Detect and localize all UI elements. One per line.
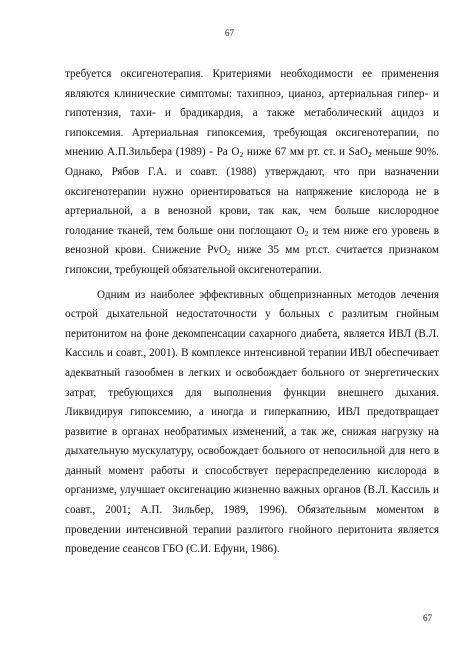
subscript: 2	[367, 150, 372, 160]
paragraph-oxygen-therapy-criteria	[65, 65, 439, 281]
page-number-top: 67	[225, 28, 234, 38]
paragraph-text: ниже 35 мм рт.ст. считается признаком гипоксии, требующей обязательной оксигенотерапии.	[65, 244, 439, 276]
paragraph-text: меньше 90%. Однако, Рябов Г.А. и соавт. (1988) утверждают, что при назначении оксигенотерапии нужно ориентироваться на напряжение кислорода не в артериальной, а в венозной крови, так как, чем больше кислородное голодание тканей, тем больше они поглощают O	[65, 146, 439, 237]
paragraph-mechanical-ventilation: Одним из наиболее эффективных общепризнанных методов лечения острой дыхательной недостаточности у больных с разлитым гнойным перитонитом на фоне декомпенсации сахарного диабета, является ИВЛ (В.Л. Кассиль и соавт., 2001). В комплексе интенсивной терапии ИВЛ обеспечивает адекватный газообмен в легких и освобождает больного от энергетических затрат, требующихся для выполнения функции внешнего дыхания. Ликвидируя гипоксемию, а иногда и гиперкапнию, ИВЛ предотвращает развитие в органах необратимых изменений, а так же, снижая нагрузку на дыхательную мускулатуру, освобождает больного от непосильной для него в данный момент работы и способствует перераспределению кислорода в организме, улучшает оксигенацию жизненно важных органов (В.Л. Кассиль и соавт., 2001; А.П. Зильбер, 1989, 1996). Обязательным моментом в проведении интенсивной терапии разлитого гнойного перитонита является проведение сеансов ГБО (С.И. Ефуни, 1986).	[65, 288, 439, 556]
subscript: 2	[304, 228, 309, 238]
subscript: 2	[239, 150, 244, 160]
paragraph-text: требуется оксигенотерапия. Критериями необходимости ее применения являются клинические симптомы: тахипноэ, цианоз, артериальная гипер- и гипотензия, тахи- и брадикардия, а также метаболический ацидоз и гипоксемия. Артериальная гипоксемия, требующая оксигенотерапии, по мнению А.П.Зильбера (1989) - Ра O	[65, 68, 439, 159]
paragraph-text: и тем ниже его уровень в венозной крови. Снижение PvO	[65, 224, 439, 257]
paragraph-text: ниже 67 мм рт. ст. и SaO	[243, 146, 368, 159]
page-number-bottom: 67	[423, 613, 432, 623]
subscript: 2	[227, 248, 231, 258]
document-body	[65, 65, 439, 560]
